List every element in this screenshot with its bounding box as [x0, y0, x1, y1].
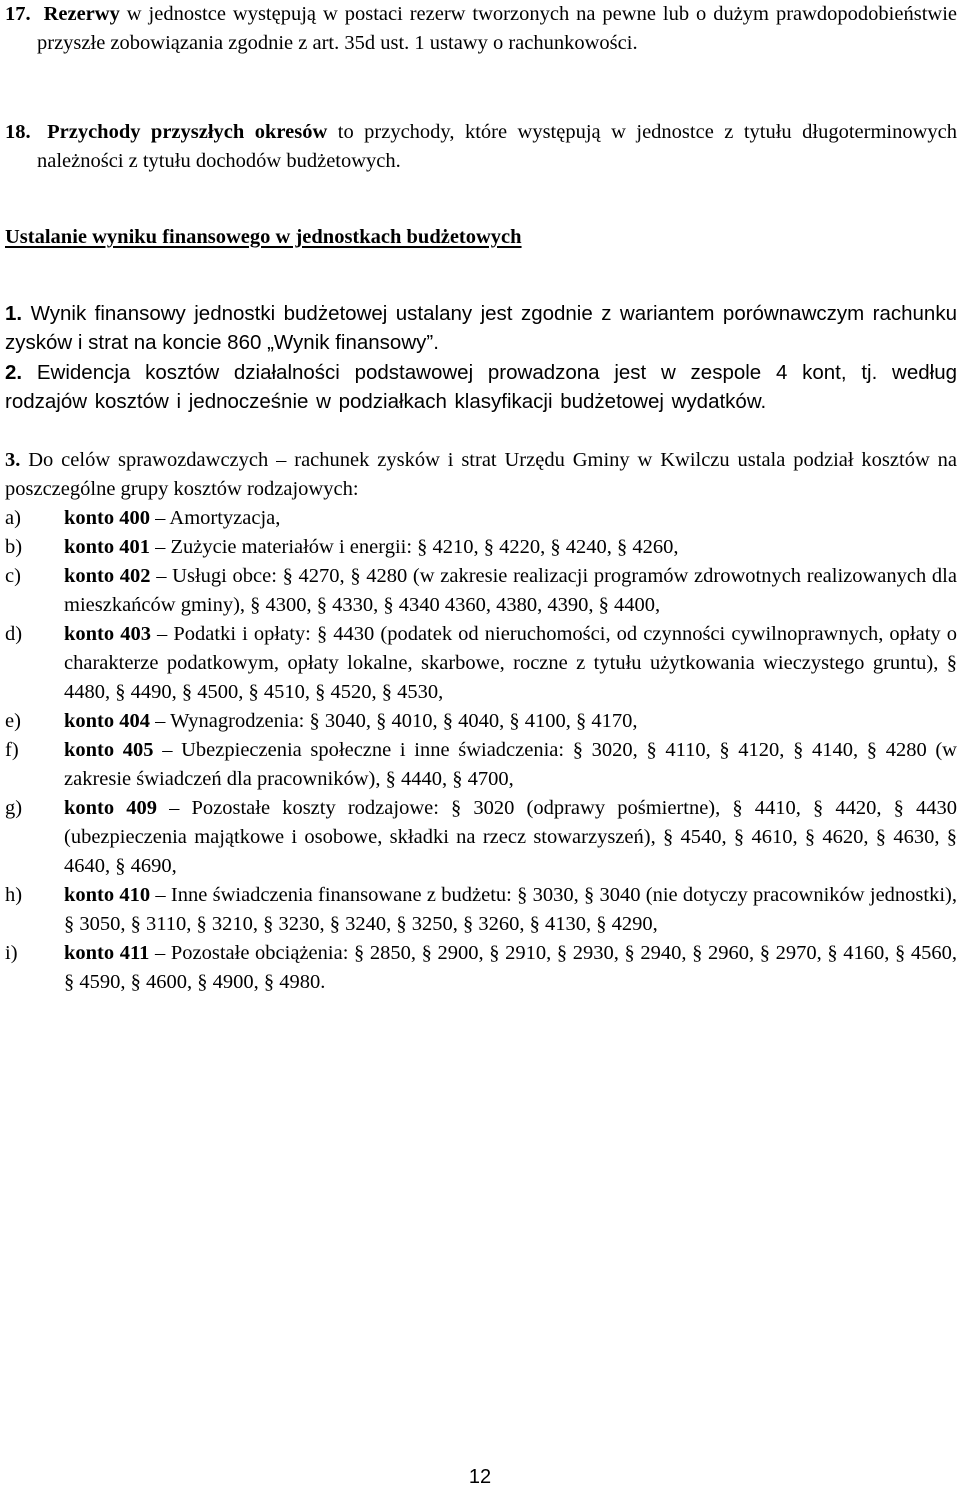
paragraph-number: 17.	[5, 3, 31, 25]
item-text: – Usługi obce: § 4270, § 4280 (w zakresie realizacji programów zdrowotnych realizowanych dla mieszkańców gminy), § 4300, § 4330, § 4340 4360, 4380, 4390, § 4400,	[64, 565, 957, 616]
point-text: Wynik finansowy jednostki budżetowej ustalany jest zgodnie z wariantem porównawczym rachunku zysków i strat na koncie 860 „Wynik finansowy”.	[5, 302, 957, 354]
page-number: 12	[468, 1466, 492, 1488]
item-label: a)	[5, 507, 21, 529]
item-text: – Zużycie materiałów i energii: § 4210, § 4220, § 4240, § 4260,	[150, 536, 679, 558]
list-item	[5, 736, 957, 794]
item-label: g)	[5, 797, 23, 819]
list-item	[5, 620, 957, 707]
item-text: – Podatki i opłaty: § 4430 (podatek od nieruchomości, od czynności cywilnoprawnych, opłaty o charakterze podatkowym, opłaty lokalne, skarbowe, roczne z tytułu użytkowania wieczystego gruntu), § 4480, § 4490, § 4500, § 4510, § 4520, § 4530,	[64, 623, 957, 703]
account-number: konto 411	[64, 942, 150, 964]
list-item	[5, 562, 957, 620]
list-item	[5, 504, 957, 533]
point-1	[5, 299, 957, 357]
paragraph-text: to przychody, które występują w jednostce z tytułu długoterminowych należności z tytułu dochodów budżetowych.	[37, 121, 957, 172]
item-text: – Inne świadczenia finansowane z budżetu: § 3030, § 3040 (nie dotyczy pracowników jednostki), § 3050, § 3110, § 3210, § 3230, § 3240, § 3250, § 3260, § 4130, § 4290,	[64, 884, 957, 935]
list-item	[5, 881, 957, 939]
point-number: 1.	[5, 302, 23, 325]
account-number: konto 410	[64, 884, 151, 906]
item-label: d)	[5, 623, 23, 645]
account-number: konto 403	[64, 623, 151, 645]
point-number: 2.	[5, 361, 23, 384]
item-text: – Amortyzacja,	[150, 507, 281, 529]
account-number: konto 402	[64, 565, 151, 587]
list-item	[5, 533, 957, 562]
list-item	[5, 707, 957, 736]
paragraph-18	[5, 118, 957, 176]
item-label: i)	[5, 942, 18, 964]
item-text: – Pozostałe koszty rodzajowe: § 3020 (odprawy pośmiertne), § 4410, § 4420, § 4430 (ubezpieczenia majątkowe i osobowe, składki na rzecz stowarzyszeń), § 4540, § 4610, § 4620, § 4630, § 4640, § 4690,	[64, 797, 957, 877]
accounts-list	[5, 504, 957, 997]
section-heading: Ustalanie wyniku finansowego w jednostkach budżetowych	[5, 226, 522, 248]
paragraph-term: Przychody przyszłych okresów	[47, 121, 328, 143]
paragraph-17	[5, 0, 957, 58]
list-item	[5, 794, 957, 881]
paragraph-term: Rezerwy	[43, 3, 120, 25]
item-label: f)	[5, 739, 19, 761]
point-text: Do celów sprawozdawczych – rachunek zysków i strat Urzędu Gminy w Kwilczu ustala podział kosztów na poszczególne grupy kosztów rodzajowych:	[5, 449, 957, 500]
item-label: c)	[5, 565, 21, 587]
account-number: konto 401	[64, 536, 151, 558]
account-number: konto 409	[64, 797, 158, 819]
paragraph-number: 18.	[5, 121, 31, 143]
item-text: – Pozostałe obciążenia: § 2850, § 2900, § 2910, § 2930, § 2940, § 2960, § 2970, § 4160, § 4560, § 4590, § 4600, § 4900, § 4980.	[64, 942, 957, 993]
list-item	[5, 939, 957, 997]
account-number: konto 400	[64, 507, 151, 529]
point-2	[5, 358, 957, 416]
item-label: b)	[5, 536, 23, 558]
point-3	[5, 446, 957, 997]
item-text: – Wynagrodzenia: § 3040, § 4010, § 4040, § 4100, § 4170,	[150, 710, 638, 732]
account-number: konto 404	[64, 710, 151, 732]
account-number: konto 405	[64, 739, 154, 761]
item-label: e)	[5, 710, 21, 732]
item-label: h)	[5, 884, 23, 906]
item-text: – Ubezpieczenia społeczne i inne świadczenia: § 3020, § 4110, § 4120, § 4140, § 4280 (w zakresie świadczeń dla pracowników), § 4440, § 4700,	[64, 739, 957, 790]
point-text: Ewidencja kosztów działalności podstawowej prowadzona jest w zespole 4 kont, tj. według rodzajów kosztów i jednocześnie w podziałkach klasyfikacji budżetowej wydatków.	[5, 361, 957, 413]
paragraph-text: w jednostce występują w postaci rezerw tworzonych na pewne lub o dużym prawdopodobieństwie przyszłe zobowiązania zgodnie z art. 35d ust. 1 ustawy o rachunkowości.	[37, 3, 957, 54]
point-number: 3.	[5, 449, 21, 471]
